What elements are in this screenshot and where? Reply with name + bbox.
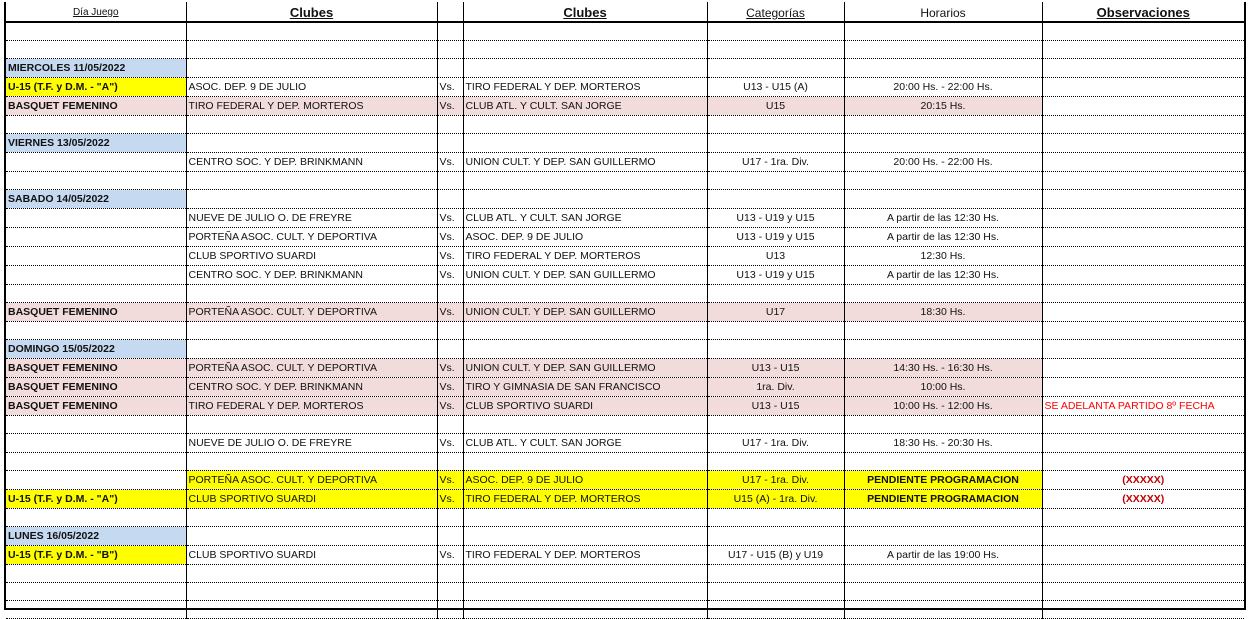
match-row <box>6 208 1244 227</box>
empty-cell <box>707 452 844 470</box>
empty-cell <box>6 508 186 526</box>
away-club: UNION CULT. Y DEP. SAN GUILLERMO <box>463 152 707 171</box>
schedule-time: PENDIENTE PROGRAMACION <box>844 470 1042 489</box>
empty-cell <box>6 582 186 600</box>
empty-cell <box>707 58 844 77</box>
header-clubes-away: Clubes <box>463 2 707 22</box>
empty-cell <box>1042 600 1244 618</box>
empty-cell <box>463 284 707 302</box>
empty-cell <box>437 171 463 189</box>
empty-cell <box>707 115 844 133</box>
home-club: PORTEÑA ASOC. CULT. Y DEPORTIVA <box>186 358 437 377</box>
category-label: U-15 (T.F. y D.M. - "B") <box>6 545 186 564</box>
match-row <box>6 545 1244 564</box>
home-club: TIRO FEDERAL Y DEP. MORTEROS <box>186 96 437 115</box>
category-label: BASQUET FEMENINO <box>6 96 186 115</box>
day-label: VIERNES 13/05/2022 <box>6 133 186 152</box>
blank-row <box>6 508 1244 526</box>
empty-cell <box>463 22 707 40</box>
away-club: UNION CULT. Y DEP. SAN GUILLERMO <box>463 358 707 377</box>
match-row <box>6 152 1244 171</box>
empty-cell <box>186 564 437 582</box>
schedule-time: A partir de las 19:00 Hs. <box>844 545 1042 564</box>
observations <box>1042 377 1244 396</box>
empty-cell <box>1042 526 1244 545</box>
empty-cell <box>6 415 186 433</box>
empty-cell <box>186 58 437 77</box>
match-row <box>6 96 1244 115</box>
empty-cell <box>186 40 437 58</box>
empty-cell <box>1042 508 1244 526</box>
day-header-row <box>6 526 1244 545</box>
blank-row <box>6 564 1244 582</box>
home-club: CLUB SPORTIVO SUARDI <box>186 489 437 508</box>
away-club: CLUB SPORTIVO SUARDI <box>463 396 707 415</box>
observations <box>1042 246 1244 265</box>
empty-cell <box>6 452 186 470</box>
empty-cell <box>437 452 463 470</box>
vs-marker: Vs. <box>437 396 463 415</box>
empty-cell <box>1042 58 1244 77</box>
empty-cell <box>463 508 707 526</box>
away-club: CLUB ATL. Y CULT. SAN JORGE <box>463 208 707 227</box>
away-club: TIRO FEDERAL Y DEP. MORTEROS <box>463 77 707 96</box>
empty-cell <box>437 40 463 58</box>
empty-cell <box>186 284 437 302</box>
empty-cell <box>1042 564 1244 582</box>
empty-cell <box>844 171 1042 189</box>
empty-cell <box>844 40 1042 58</box>
match-row <box>6 377 1244 396</box>
day-header-row <box>6 189 1244 208</box>
empty-cell <box>6 22 186 40</box>
category-label <box>6 433 186 452</box>
empty-cell <box>6 321 186 339</box>
schedule-time: 20:00 Hs. - 22:00 Hs. <box>844 152 1042 171</box>
categories: U13 - U19 y U15 <box>707 265 844 284</box>
observations: (XXXXX) <box>1042 470 1244 489</box>
vs-marker: Vs. <box>437 489 463 508</box>
empty-cell <box>437 58 463 77</box>
schedule-time: 20:00 Hs. - 22:00 Hs. <box>844 77 1042 96</box>
empty-cell <box>6 600 186 618</box>
match-row <box>6 302 1244 321</box>
home-club: PORTEÑA ASOC. CULT. Y DEPORTIVA <box>186 227 437 246</box>
empty-cell <box>1042 284 1244 302</box>
schedule-time: 14:30 Hs. - 16:30 Hs. <box>844 358 1042 377</box>
categories: U17 - 1ra. Div. <box>707 433 844 452</box>
empty-cell <box>1042 40 1244 58</box>
observations <box>1042 545 1244 564</box>
empty-cell <box>437 189 463 208</box>
empty-cell <box>707 564 844 582</box>
categories: U17 <box>707 302 844 321</box>
empty-cell <box>844 508 1042 526</box>
empty-cell <box>437 582 463 600</box>
empty-cell <box>186 415 437 433</box>
observations <box>1042 96 1244 115</box>
category-label: U-15 (T.F. y D.M. - "A") <box>6 489 186 508</box>
vs-marker: Vs. <box>437 246 463 265</box>
empty-cell <box>1042 452 1244 470</box>
vs-marker: Vs. <box>437 470 463 489</box>
day-label: LUNES 16/05/2022 <box>6 526 186 545</box>
empty-cell <box>1042 339 1244 358</box>
blank-row <box>6 40 1244 58</box>
empty-cell <box>6 40 186 58</box>
vs-marker: Vs. <box>437 433 463 452</box>
schedule-time: 10:00 Hs. - 12:00 Hs. <box>844 396 1042 415</box>
empty-cell <box>463 133 707 152</box>
away-club: CLUB ATL. Y CULT. SAN JORGE <box>463 96 707 115</box>
empty-cell <box>707 339 844 358</box>
empty-cell <box>844 115 1042 133</box>
empty-cell <box>707 508 844 526</box>
away-club: CLUB ATL. Y CULT. SAN JORGE <box>463 433 707 452</box>
empty-cell <box>844 321 1042 339</box>
header-clubes-home: Clubes <box>186 2 437 22</box>
category-label <box>6 208 186 227</box>
categories: U13 - U19 y U15 <box>707 227 844 246</box>
blank-row <box>6 115 1244 133</box>
empty-cell <box>437 321 463 339</box>
vs-marker: Vs. <box>437 77 463 96</box>
categories: U15 <box>707 96 844 115</box>
header-categorias: Categorías <box>707 2 844 22</box>
category-label: U-15 (T.F. y D.M. - "A") <box>6 77 186 96</box>
empty-cell <box>844 22 1042 40</box>
empty-cell <box>6 115 186 133</box>
categories: U13 - U15 (A) <box>707 77 844 96</box>
empty-cell <box>463 564 707 582</box>
categories: U13 - U15 <box>707 358 844 377</box>
empty-cell <box>707 526 844 545</box>
day-header-row <box>6 133 1244 152</box>
header-vs <box>437 2 463 22</box>
match-row <box>6 227 1244 246</box>
categories: U13 - U19 y U15 <box>707 208 844 227</box>
empty-cell <box>463 115 707 133</box>
home-club: PORTEÑA ASOC. CULT. Y DEPORTIVA <box>186 470 437 489</box>
empty-cell <box>437 339 463 358</box>
away-club: TIRO FEDERAL Y DEP. MORTEROS <box>463 545 707 564</box>
schedule-table <box>6 2 1244 619</box>
empty-cell <box>186 339 437 358</box>
home-club: CLUB SPORTIVO SUARDI <box>186 246 437 265</box>
empty-cell <box>186 452 437 470</box>
day-label: DOMINGO 15/05/2022 <box>6 339 186 358</box>
empty-cell <box>437 415 463 433</box>
match-row <box>6 246 1244 265</box>
observations: SE ADELANTA PARTIDO 8º FECHA <box>1042 396 1244 415</box>
vs-marker: Vs. <box>437 545 463 564</box>
empty-cell <box>844 58 1042 77</box>
observations: (XXXXX) <box>1042 489 1244 508</box>
day-header-row <box>6 58 1244 77</box>
categories: U15 (A) - 1ra. Div. <box>707 489 844 508</box>
header-observaciones: Observaciones <box>1042 2 1244 22</box>
blank-row <box>6 321 1244 339</box>
observations <box>1042 358 1244 377</box>
category-label <box>6 246 186 265</box>
empty-cell <box>1042 415 1244 433</box>
header-row <box>6 2 1244 22</box>
empty-cell <box>707 133 844 152</box>
day-label: SABADO 14/05/2022 <box>6 189 186 208</box>
schedule-time: PENDIENTE PROGRAMACION <box>844 489 1042 508</box>
category-label <box>6 227 186 246</box>
empty-cell <box>463 415 707 433</box>
header-dia-juego: Día Juego <box>6 2 186 22</box>
empty-cell <box>1042 189 1244 208</box>
home-club: CLUB SPORTIVO SUARDI <box>186 545 437 564</box>
match-row <box>6 358 1244 377</box>
home-club: PORTEÑA ASOC. CULT. Y DEPORTIVA <box>186 302 437 321</box>
schedule-time: 10:00 Hs. <box>844 377 1042 396</box>
empty-cell <box>437 115 463 133</box>
empty-cell <box>844 189 1042 208</box>
vs-marker: Vs. <box>437 302 463 321</box>
empty-cell <box>6 284 186 302</box>
categories: 1ra. Div. <box>707 377 844 396</box>
observations <box>1042 302 1244 321</box>
empty-cell <box>463 321 707 339</box>
empty-cell <box>186 171 437 189</box>
category-label: BASQUET FEMENINO <box>6 358 186 377</box>
empty-cell <box>844 452 1042 470</box>
empty-cell <box>463 40 707 58</box>
home-club: NUEVE DE JULIO O. DE FREYRE <box>186 433 437 452</box>
blank-row <box>6 284 1244 302</box>
empty-cell <box>707 40 844 58</box>
empty-cell <box>463 171 707 189</box>
empty-cell <box>844 564 1042 582</box>
home-club: CENTRO SOC. Y DEP. BRINKMANN <box>186 377 437 396</box>
vs-marker: Vs. <box>437 265 463 284</box>
away-club: TIRO Y GIMNASIA DE SAN FRANCISCO <box>463 377 707 396</box>
vs-marker: Vs. <box>437 358 463 377</box>
empty-cell <box>844 600 1042 618</box>
empty-cell <box>844 339 1042 358</box>
empty-cell <box>844 415 1042 433</box>
schedule-time: A partir de las 12:30 Hs. <box>844 227 1042 246</box>
empty-cell <box>707 582 844 600</box>
home-club: TIRO FEDERAL Y DEP. MORTEROS <box>186 396 437 415</box>
match-row <box>6 77 1244 96</box>
observations <box>1042 227 1244 246</box>
empty-cell <box>437 526 463 545</box>
vs-marker: Vs. <box>437 227 463 246</box>
empty-cell <box>437 284 463 302</box>
match-row <box>6 265 1244 284</box>
empty-cell <box>6 564 186 582</box>
vs-marker: Vs. <box>437 152 463 171</box>
vs-marker: Vs. <box>437 377 463 396</box>
empty-cell <box>463 452 707 470</box>
vs-marker: Vs. <box>437 208 463 227</box>
day-header-row <box>6 339 1244 358</box>
observations <box>1042 152 1244 171</box>
empty-cell <box>186 582 437 600</box>
empty-cell <box>186 115 437 133</box>
empty-cell <box>1042 22 1244 40</box>
categories: U17 - 1ra. Div. <box>707 152 844 171</box>
category-label <box>6 152 186 171</box>
category-label: BASQUET FEMENINO <box>6 396 186 415</box>
schedule-time: 12:30 Hs. <box>844 246 1042 265</box>
empty-cell <box>437 564 463 582</box>
empty-cell <box>463 339 707 358</box>
empty-cell <box>186 321 437 339</box>
blank-row <box>6 22 1244 40</box>
empty-cell <box>463 582 707 600</box>
away-club: UNION CULT. Y DEP. SAN GUILLERMO <box>463 265 707 284</box>
empty-cell <box>707 189 844 208</box>
empty-cell <box>1042 171 1244 189</box>
away-club: UNION CULT. Y DEP. SAN GUILLERMO <box>463 302 707 321</box>
empty-cell <box>844 284 1042 302</box>
categories: U13 <box>707 246 844 265</box>
match-row <box>6 396 1244 415</box>
observations <box>1042 265 1244 284</box>
home-club: CENTRO SOC. Y DEP. BRINKMANN <box>186 152 437 171</box>
empty-cell <box>437 133 463 152</box>
categories: U17 - 1ra. Div. <box>707 470 844 489</box>
empty-cell <box>6 171 186 189</box>
blank-row <box>6 415 1244 433</box>
categories: U13 - U15 <box>707 396 844 415</box>
schedule-time: 20:15 Hs. <box>844 96 1042 115</box>
blank-row <box>6 600 1244 618</box>
category-label <box>6 265 186 284</box>
away-club: ASOC. DEP. 9 DE JULIO <box>463 470 707 489</box>
empty-cell <box>186 22 437 40</box>
away-club: TIRO FEDERAL Y DEP. MORTEROS <box>463 246 707 265</box>
category-label <box>6 470 186 489</box>
empty-cell <box>707 22 844 40</box>
home-club: CENTRO SOC. Y DEP. BRINKMANN <box>186 265 437 284</box>
observations <box>1042 208 1244 227</box>
empty-cell <box>186 189 437 208</box>
away-club: TIRO FEDERAL Y DEP. MORTEROS <box>463 489 707 508</box>
header-horarios: Horarios <box>844 2 1042 22</box>
vs-marker: Vs. <box>437 96 463 115</box>
blank-row <box>6 582 1244 600</box>
empty-cell <box>463 189 707 208</box>
schedule-time: 18:30 Hs. <box>844 302 1042 321</box>
empty-cell <box>186 133 437 152</box>
category-label: BASQUET FEMENINO <box>6 302 186 321</box>
schedule-time: A partir de las 12:30 Hs. <box>844 208 1042 227</box>
empty-cell <box>844 582 1042 600</box>
schedule-time: 18:30 Hs. - 20:30 Hs. <box>844 433 1042 452</box>
empty-cell <box>437 600 463 618</box>
empty-cell <box>186 600 437 618</box>
schedule-sheet <box>4 2 1246 610</box>
empty-cell <box>186 526 437 545</box>
empty-cell <box>707 321 844 339</box>
match-row <box>6 433 1244 452</box>
blank-row <box>6 171 1244 189</box>
schedule-time: A partir de las 12:30 Hs. <box>844 265 1042 284</box>
empty-cell <box>707 171 844 189</box>
empty-cell <box>1042 133 1244 152</box>
empty-cell <box>707 415 844 433</box>
category-label: BASQUET FEMENINO <box>6 377 186 396</box>
empty-cell <box>437 508 463 526</box>
home-club: ASOC. DEP. 9 DE JULIO <box>186 77 437 96</box>
match-row <box>6 470 1244 489</box>
empty-cell <box>437 22 463 40</box>
empty-cell <box>1042 115 1244 133</box>
day-label: MIERCOLES 11/05/2022 <box>6 58 186 77</box>
away-club: ASOC. DEP. 9 DE JULIO <box>463 227 707 246</box>
match-row <box>6 489 1244 508</box>
empty-cell <box>844 133 1042 152</box>
empty-cell <box>844 526 1042 545</box>
empty-cell <box>463 58 707 77</box>
empty-cell <box>1042 321 1244 339</box>
empty-cell <box>463 526 707 545</box>
categories: U17 - U15 (B) y U19 <box>707 545 844 564</box>
empty-cell <box>707 600 844 618</box>
empty-cell <box>707 284 844 302</box>
blank-row <box>6 452 1244 470</box>
observations <box>1042 77 1244 96</box>
home-club: NUEVE DE JULIO O. DE FREYRE <box>186 208 437 227</box>
empty-cell <box>186 508 437 526</box>
observations <box>1042 433 1244 452</box>
empty-cell <box>1042 582 1244 600</box>
empty-cell <box>463 600 707 618</box>
